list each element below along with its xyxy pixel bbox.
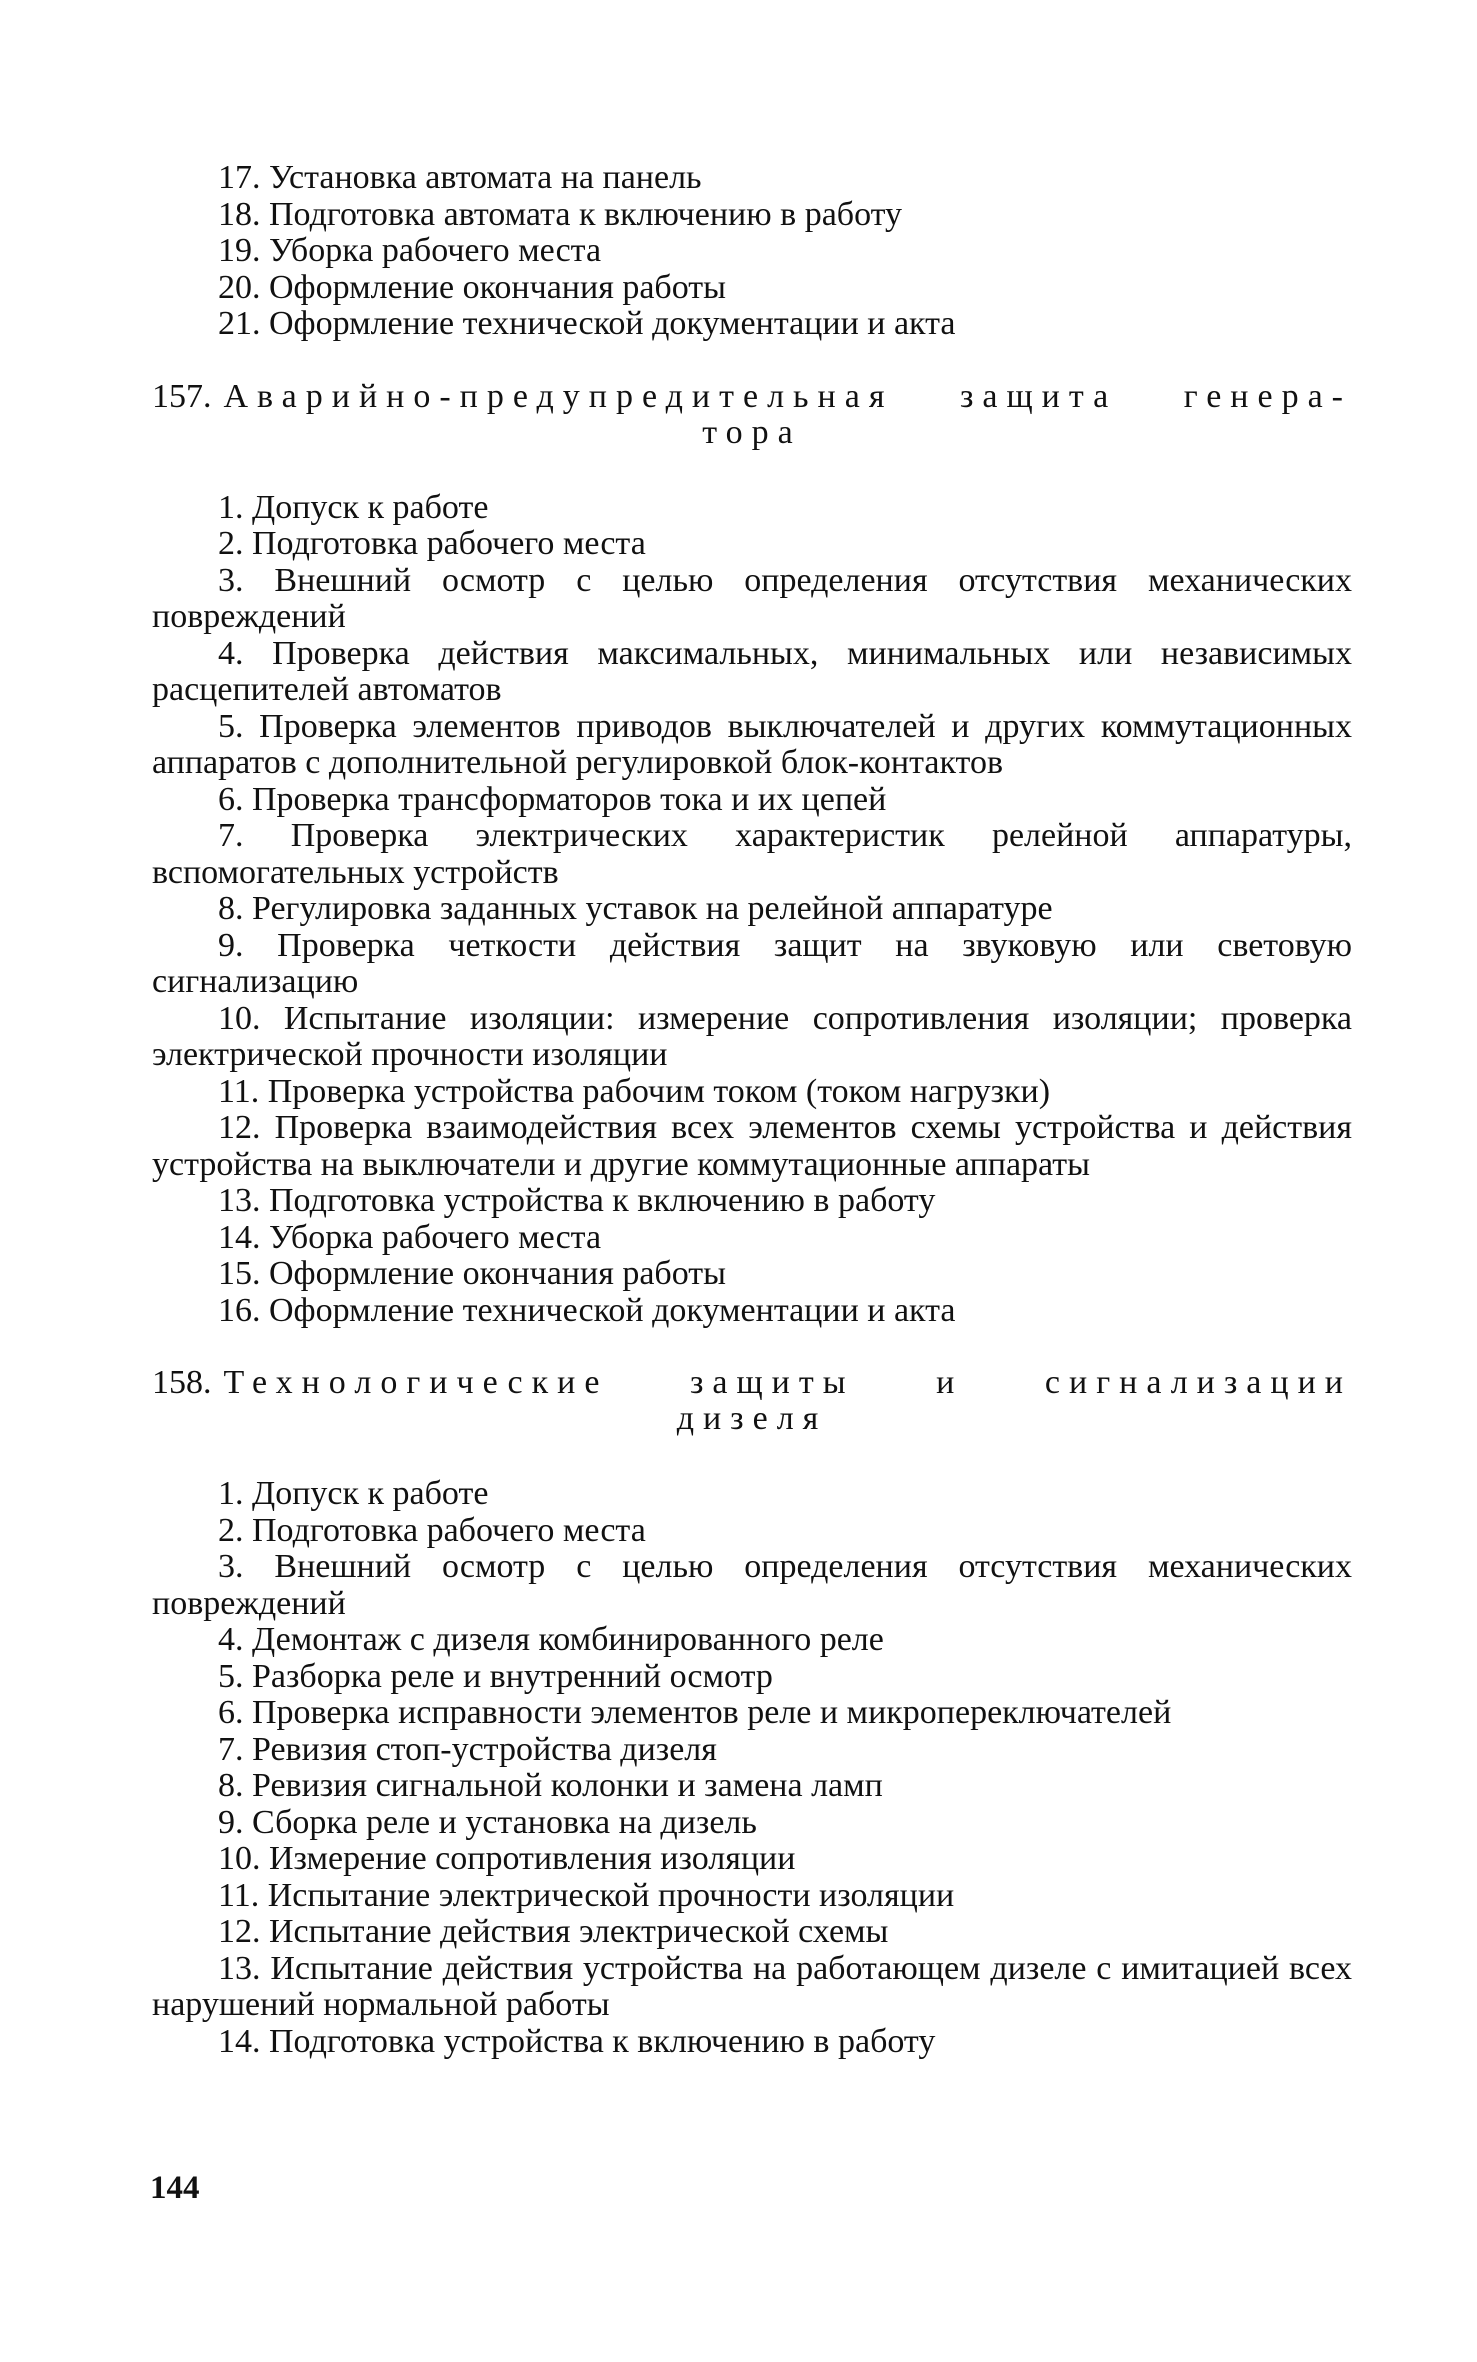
list-item: 1. Допуск к работе [218, 488, 489, 526]
list-item: 9. Сборка реле и установка на дизель [218, 1803, 757, 1841]
list-item: 3. Внешний осмотр с целью определения отсутствия механических повреждений [152, 561, 1352, 635]
list-item: 20. Оформление окончания работы [218, 268, 726, 306]
intro-list [152, 160, 1352, 343]
list-item: 13. Испытание действия устройства на работающем дизеле с имитацией всех нарушений нормальной работы [152, 1949, 1352, 2023]
list-item: 21. Оформление технической документации и акта [218, 305, 956, 342]
list-item: 17. Установка автомата на панель [218, 159, 702, 196]
list-item: 14. Подготовка устройства к включению в работу [218, 2022, 936, 2060]
list-item: 2. Подготовка рабочего места [218, 525, 646, 562]
list-item: 12. Проверка взаимодействия всех элементов схемы устройства и действия устройства на выключатели и другие коммутационные аппараты [152, 1109, 1352, 1183]
section-157-number: 157. [152, 377, 212, 415]
list-item: 12. Испытание действия электрической схемы [218, 1913, 889, 1950]
list-item: 11. Проверка устройства рабочим током (током нагрузки) [218, 1072, 1051, 1110]
list-item: 6. Проверка исправности элементов реле и микропереключателей [218, 1694, 1172, 1731]
section-157-heading [152, 379, 1352, 451]
list-item: 10. Измерение сопротивления изоляции [218, 1840, 796, 1877]
section-158-list [152, 1476, 1352, 2060]
text-column [152, 160, 1352, 2060]
list-item: 9. Проверка четкости действия защит на звуковую или световую сигнализацию [152, 926, 1352, 1000]
list-item: 11. Испытание электрической прочности изоляции [218, 1876, 955, 1914]
list-item: 5. Разборка реле и внутренний осмотр [218, 1657, 773, 1695]
list-item: 18. Подготовка автомата к включению в работу [218, 195, 903, 233]
page-number: 144 [150, 2170, 200, 2206]
list-item: 7. Проверка электрических характеристик релейной аппаратуры, вспомогательных устройств [152, 817, 1352, 891]
list-item: 19. Уборка рабочего места [218, 232, 602, 269]
list-item: 8. Ревизия сигнальной колонки и замена ламп [218, 1767, 883, 1804]
list-item: 10. Испытание изоляции: измерение сопротивления изоляции; проверка электрической прочности изоляции [152, 999, 1352, 1073]
section-158-title-line2: дизеля [676, 1400, 828, 1437]
list-item: 2. Подготовка рабочего места [218, 1511, 646, 1549]
list-item: 1. Допуск к работе [218, 1475, 489, 1512]
list-item: 13. Подготовка устройства к включению в работу [218, 1182, 936, 1219]
list-item: 3. Внешний осмотр с целью определения отсутствия механических повреждений [152, 1548, 1352, 1622]
section-157-title-line2: тора [702, 413, 802, 451]
section-158-number: 158. [152, 1364, 212, 1401]
section-157-list [152, 490, 1352, 1330]
list-item: 8. Регулировка заданных уставок на релейной аппаратуре [218, 890, 1053, 927]
section-157-title-line1: 157. Аварийно-предупредительная защита генера- [152, 377, 1352, 415]
section-158-heading [152, 1365, 1352, 1437]
list-item: 5. Проверка элементов приводов выключателей и других коммутационных аппаратов с дополнительной регулировкой блок-контактов [152, 707, 1352, 781]
list-item: 16. Оформление технической документации и акта [218, 1291, 956, 1329]
list-item: 4. Демонтаж с дизеля комбинированного реле [218, 1621, 884, 1658]
list-item: 15. Оформление окончания работы [218, 1255, 726, 1292]
section-158-title-line1: 158. Технологические защиты и сигнализации [152, 1364, 1352, 1401]
list-item: 4. Проверка действия максимальных, минимальных или независимых расцепителей автоматов [152, 634, 1352, 708]
list-item: 14. Уборка рабочего места [218, 1218, 602, 1256]
list-item: 7. Ревизия стоп-устройства дизеля [218, 1730, 717, 1768]
list-item: 6. Проверка трансформаторов тока и их цепей [218, 780, 887, 818]
